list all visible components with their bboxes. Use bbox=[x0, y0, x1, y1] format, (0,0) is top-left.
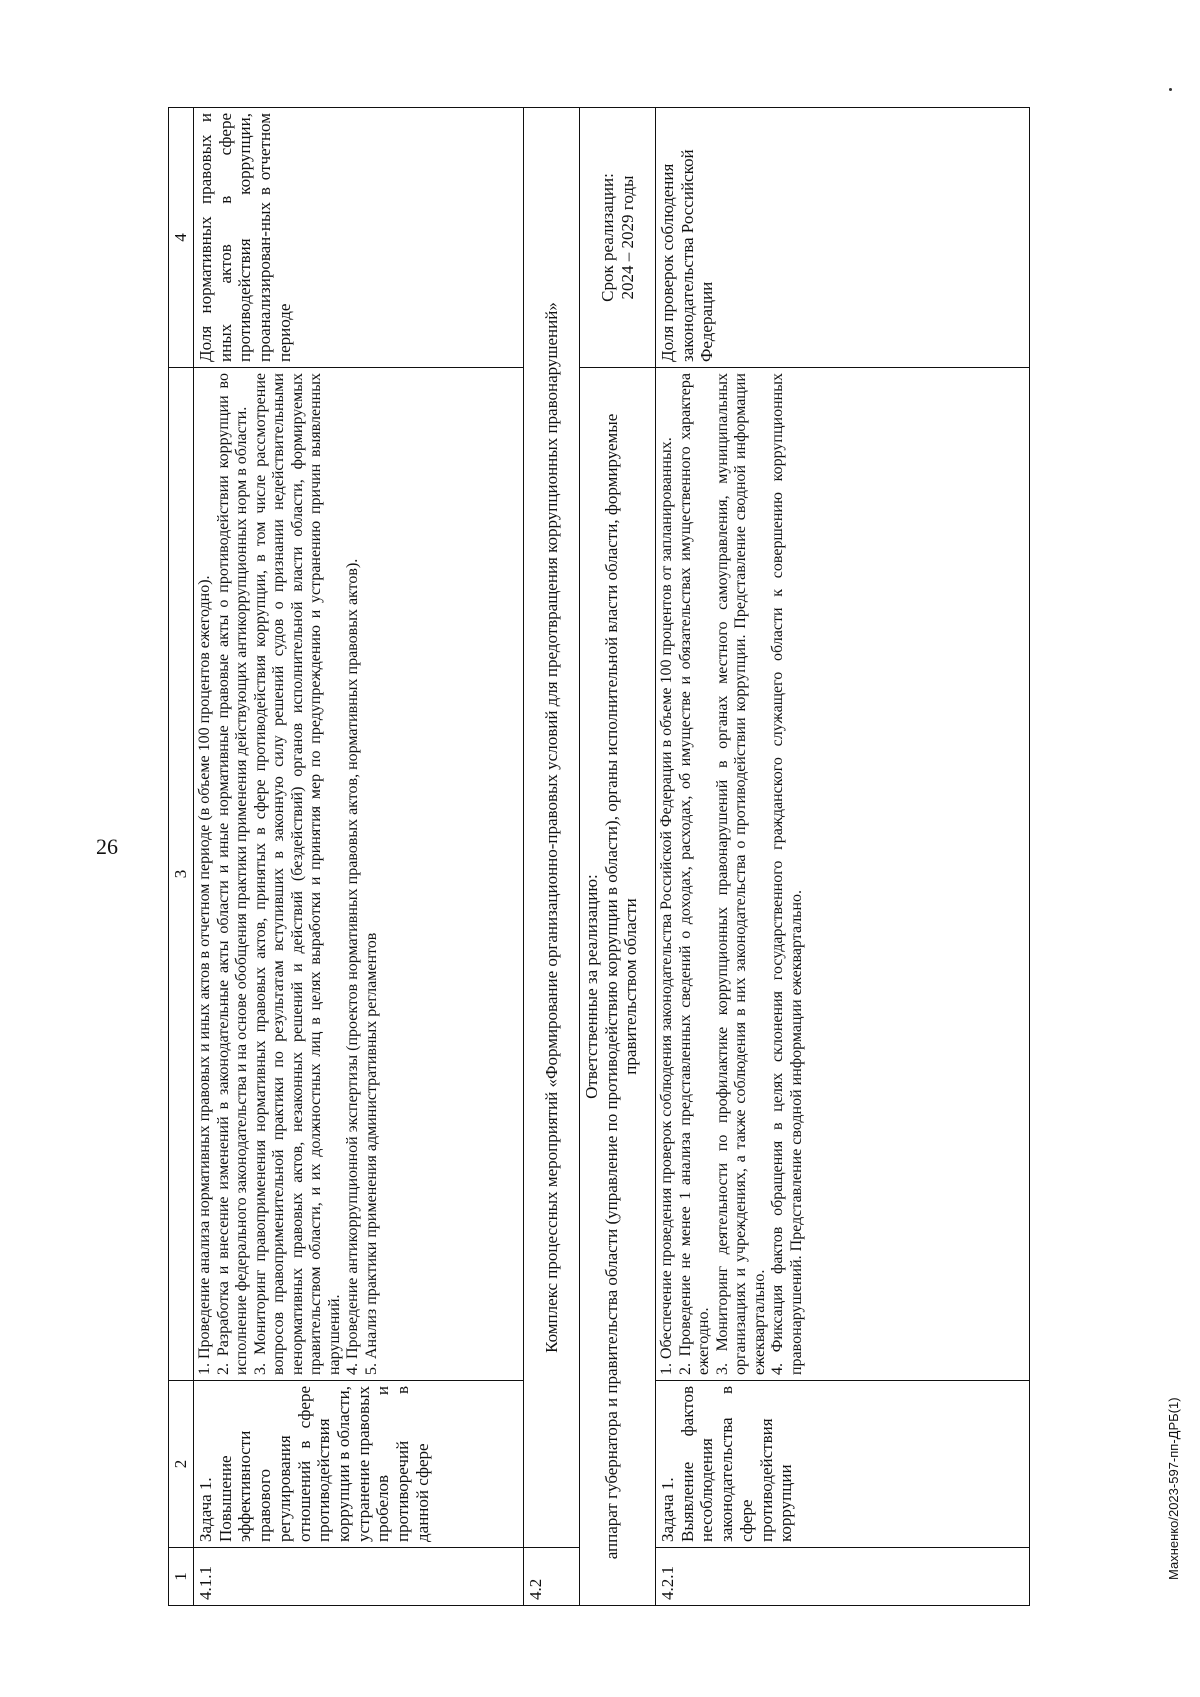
header-col-4: 4 bbox=[169, 108, 194, 368]
measures-cell bbox=[194, 368, 524, 1381]
row-number: 4.1.1 bbox=[194, 1548, 524, 1606]
section-title: Комплекс процессных мероприятий «Формирование организационно-правовых условий для предотвращения коррупционных правонарушений» bbox=[524, 108, 580, 1548]
measure-item: 3. Мониторинг деятельности по профилактике коррупционных правонарушений в органах местного самоуправления, муниципальных организациях и учреждениях, а также соблюдения в них законодательства о противодействии коррупции. Представление сводной информации ежеквартально. bbox=[713, 373, 768, 1375]
measures-table bbox=[168, 107, 1030, 1606]
measures-cell bbox=[656, 368, 1030, 1381]
measure-item: 4. Фиксация фактов обращения в целях склонения государственного гражданского служащего области к совершению коррупционных правонарушений. Представление сводной информации ежеквартально. bbox=[769, 373, 805, 1375]
page-number: 26 bbox=[96, 834, 118, 859]
indicator-cell: Доля нормативных правовых и иных актов в сфере противодействия коррупции, проанализирован-ных в отчетном периоде bbox=[194, 108, 524, 368]
term-value: 2024 – 2029 годы bbox=[617, 175, 637, 300]
term-cell bbox=[580, 108, 656, 368]
table-row-4-2-1 bbox=[656, 108, 1030, 1606]
table-row-4-1-1 bbox=[194, 108, 524, 1606]
measure-item: 2. Проведение не менее 1 анализа представленных сведений о доходах, расходах, об имуществе и обязательствах имущественного характера ежегодно. bbox=[676, 373, 713, 1375]
measure-item: 3. Мониторинг правоприменения нормативных правовых актов, принятых в сфере противодействия коррупции, в том числе рассмотрение вопросов правоприменительной практики по результатам вступивших в законную силу решений судов о признании недействительными ненормативных правовых актов, незаконных решений и действий (бездействий) органов исполнительной власти области, формируемых правительством области, и их должностных лиц в целях выработки и принятия мер по предупреждению и устранению причин выявленных нарушений. bbox=[251, 373, 343, 1375]
responsible-cell bbox=[580, 368, 656, 1606]
responsible-row bbox=[580, 108, 656, 1606]
row-number: 4.2 bbox=[524, 1548, 580, 1606]
header-row bbox=[169, 108, 194, 1606]
table-row-4-2 bbox=[524, 108, 580, 1606]
measure-item: 5. Анализ практики применения административных регламентов bbox=[362, 932, 380, 1375]
header-col-1: 1 bbox=[169, 1548, 194, 1606]
responsible-label: Ответственные за реализацию: bbox=[582, 874, 601, 1099]
responsible-text: аппарат губернатора и правительства области (управление по противодействию коррупции в области), органы исполнительной власти области, формируемые правительством области bbox=[601, 413, 641, 1560]
measure-item: 1. Обеспечение проведения проверок соблюдения законодательства Российской Федерации в объеме 100 процентов от запланированных. bbox=[658, 437, 675, 1375]
header-col-3: 3 bbox=[169, 368, 194, 1381]
measure-item: 4. Проведение антикоррупционной экспертизы (проектов нормативных правовых актов, нормативных правовых актов). bbox=[344, 558, 362, 1375]
term-label: Срок реализации: bbox=[597, 173, 617, 302]
header-col-2: 2 bbox=[169, 1381, 194, 1548]
task-cell: Задача 1. Выявление фактов несоблюдения законодательства в сфере противодействия коррупции bbox=[656, 1381, 1030, 1548]
scan-speck bbox=[1169, 88, 1172, 91]
measure-item: 1. Проведение анализа нормативных правовых и иных актов в отчетном периоде (в объеме 100 процентов ежегодно). bbox=[196, 575, 213, 1375]
measure-item: 2. Разработка и внесение изменений в законодательные акты области и иные нормативные правовые акты о противодействии коррупции во исполнение федерального законодательства и на основе обобщения практики применения действующих антикоррупционных норм в области. bbox=[214, 373, 251, 1375]
task-cell: Задача 1. Повышение эффективности правового регулирования отношений в сфере противодействия коррупции в области, устранение правовых пробелов и противоречий в данной сфере bbox=[194, 1381, 524, 1548]
indicator-cell: Доля проверок соблюдения законодательства Российской Федерации bbox=[656, 108, 1030, 368]
row-number: 4.2.1 bbox=[656, 1548, 1030, 1606]
rotated-table-wrapper bbox=[168, 108, 1030, 1606]
document-code: Махненко/2023-597-пп-ДРБ(1) bbox=[1166, 1397, 1181, 1580]
